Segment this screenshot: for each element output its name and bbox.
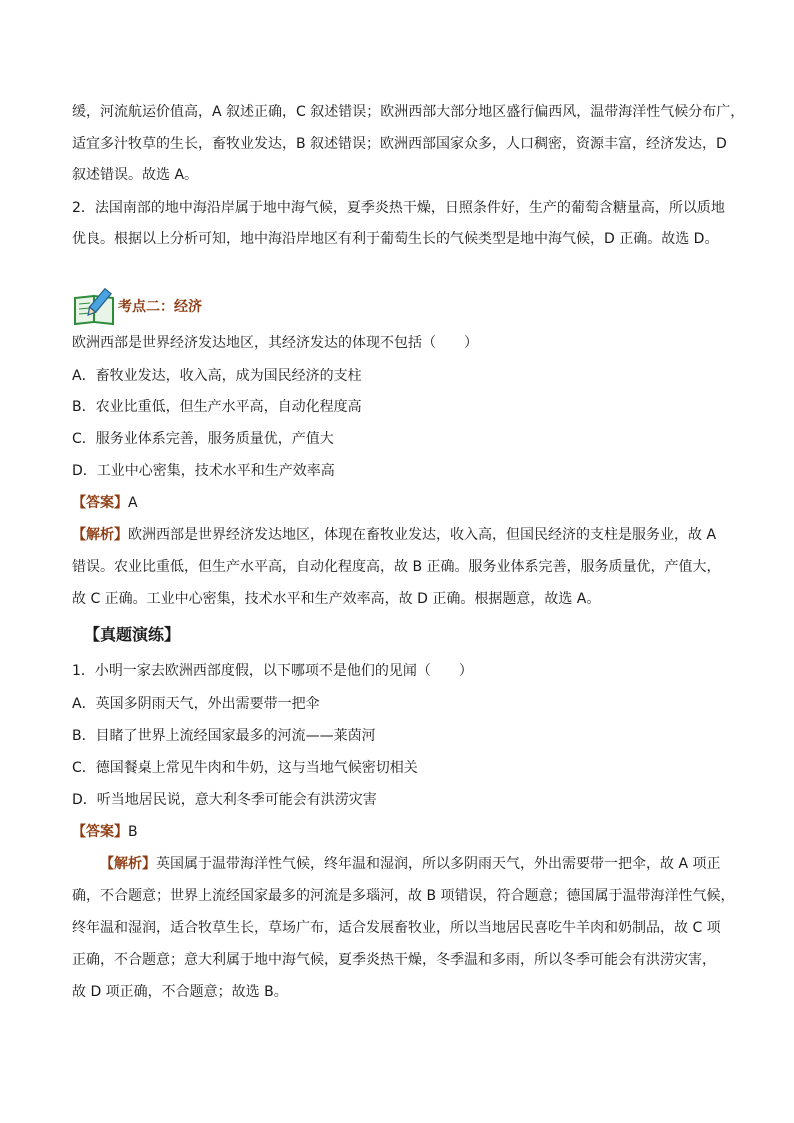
practice-option-d: D．听当地居民说，意大利冬季可能会有洪涝灾害 xyxy=(72,792,377,808)
practice-analysis-text: 英国属于温带海洋性气候，终年温和湿润，所以多阴雨天气，外出需要带一把伞，故 A 项正 xyxy=(156,856,721,872)
option-a: A．畜牧业发达，收入高，成为国民经济的支柱 xyxy=(72,368,362,384)
practice-answer-line xyxy=(72,822,138,842)
answer-line xyxy=(72,493,138,513)
section-title: 考点二：经济 xyxy=(118,299,202,315)
intro-line-2: 适宜多汁牧草的生长，畜牧业发达，B 叙述错误；欧洲西部国家众多，人口稠密，资源丰富，经济发达，D xyxy=(72,136,727,152)
practice-option-c: C．德国餐桌上常见牛肉和牛奶，这与当地气候密切相关 xyxy=(72,760,418,776)
practice-analysis-line-3: 终年温和湿润，适合牧草生长，草场广布，适合发展畜牧业，所以当地居民喜吃牛羊肉和奶制品，故 C 项 xyxy=(72,920,721,936)
question-stem: 欧洲西部是世界经济发达地区，其经济发达的体现不包括（ ） xyxy=(72,335,478,351)
option-d: D．工业中心密集，技术水平和生产效率高 xyxy=(72,463,335,479)
answer-label: 【答案】 xyxy=(72,495,128,511)
practice-answer-value: B xyxy=(128,824,138,840)
option-b: B．农业比重低，但生产水平高，自动化程度高 xyxy=(72,399,362,415)
intro-line-4: 2．法国南部的地中海沿岸属于地中海气候，夏季炎热干燥，日照条件好，生产的葡萄含糖量高，所以质地 xyxy=(72,200,725,216)
intro-line-5: 优良。根据以上分析可知，地中海沿岸地区有利于葡萄生长的气候类型是地中海气候，D 正确。故选 D。 xyxy=(72,231,719,247)
analysis-line-3: 故 C 正确。工业中心密集，技术水平和生产效率高，故 D 正确。根据题意，故选 A。 xyxy=(72,591,601,607)
analysis-text: 欧洲西部是世界经济发达地区，体现在畜牧业发达，收入高，但国民经济的支柱是服务业，故 A xyxy=(128,527,717,543)
practice-question: 1．小明一家去欧洲西部度假，以下哪项不是他们的见闻（ ） xyxy=(72,663,473,679)
practice-title: 【真题演练】 xyxy=(84,625,181,644)
practice-analysis-line-2: 确，不合题意；世界上流经国家最多的河流是多瑙河，故 B 项错误，符合题意；德国属于温带海洋性气候， xyxy=(72,888,735,904)
analysis-line-1 xyxy=(72,525,716,545)
notebook-pencil-icon xyxy=(73,286,117,326)
analysis-line-2: 错误。农业比重低，但生产水平高，自动化程度高，故 B 正确。服务业体系完善，服务质量优，产值大， xyxy=(72,559,721,575)
practice-analysis-line-1 xyxy=(100,854,720,874)
analysis-label: 【解析】 xyxy=(72,527,128,543)
practice-analysis-label: 【解析】 xyxy=(100,856,156,872)
intro-line-1: 缓，河流航运价值高，A 叙述正确，C 叙述错误；欧洲西部大部分地区盛行偏西风，温带海洋性气候分布广， xyxy=(72,104,745,120)
practice-answer-label: 【答案】 xyxy=(72,824,128,840)
practice-option-b: B．目睹了世界上流经国家最多的河流——莱茵河 xyxy=(72,728,376,744)
answer-value: A xyxy=(128,495,138,511)
practice-analysis-line-5: 故 D 项正确，不合题意；故选 B。 xyxy=(72,984,288,1000)
practice-analysis-line-4: 正确，不合题意；意大利属于地中海气候，夏季炎热干燥，冬季温和多雨，所以冬季可能会有洪涝灾害， xyxy=(72,952,716,968)
practice-option-a: A．英国多阴雨天气，外出需要带一把伞 xyxy=(72,696,320,712)
option-c: C．服务业体系完善，服务质量优，产值大 xyxy=(72,431,334,447)
intro-line-3: 叙述错误。故选 A。 xyxy=(72,167,199,183)
